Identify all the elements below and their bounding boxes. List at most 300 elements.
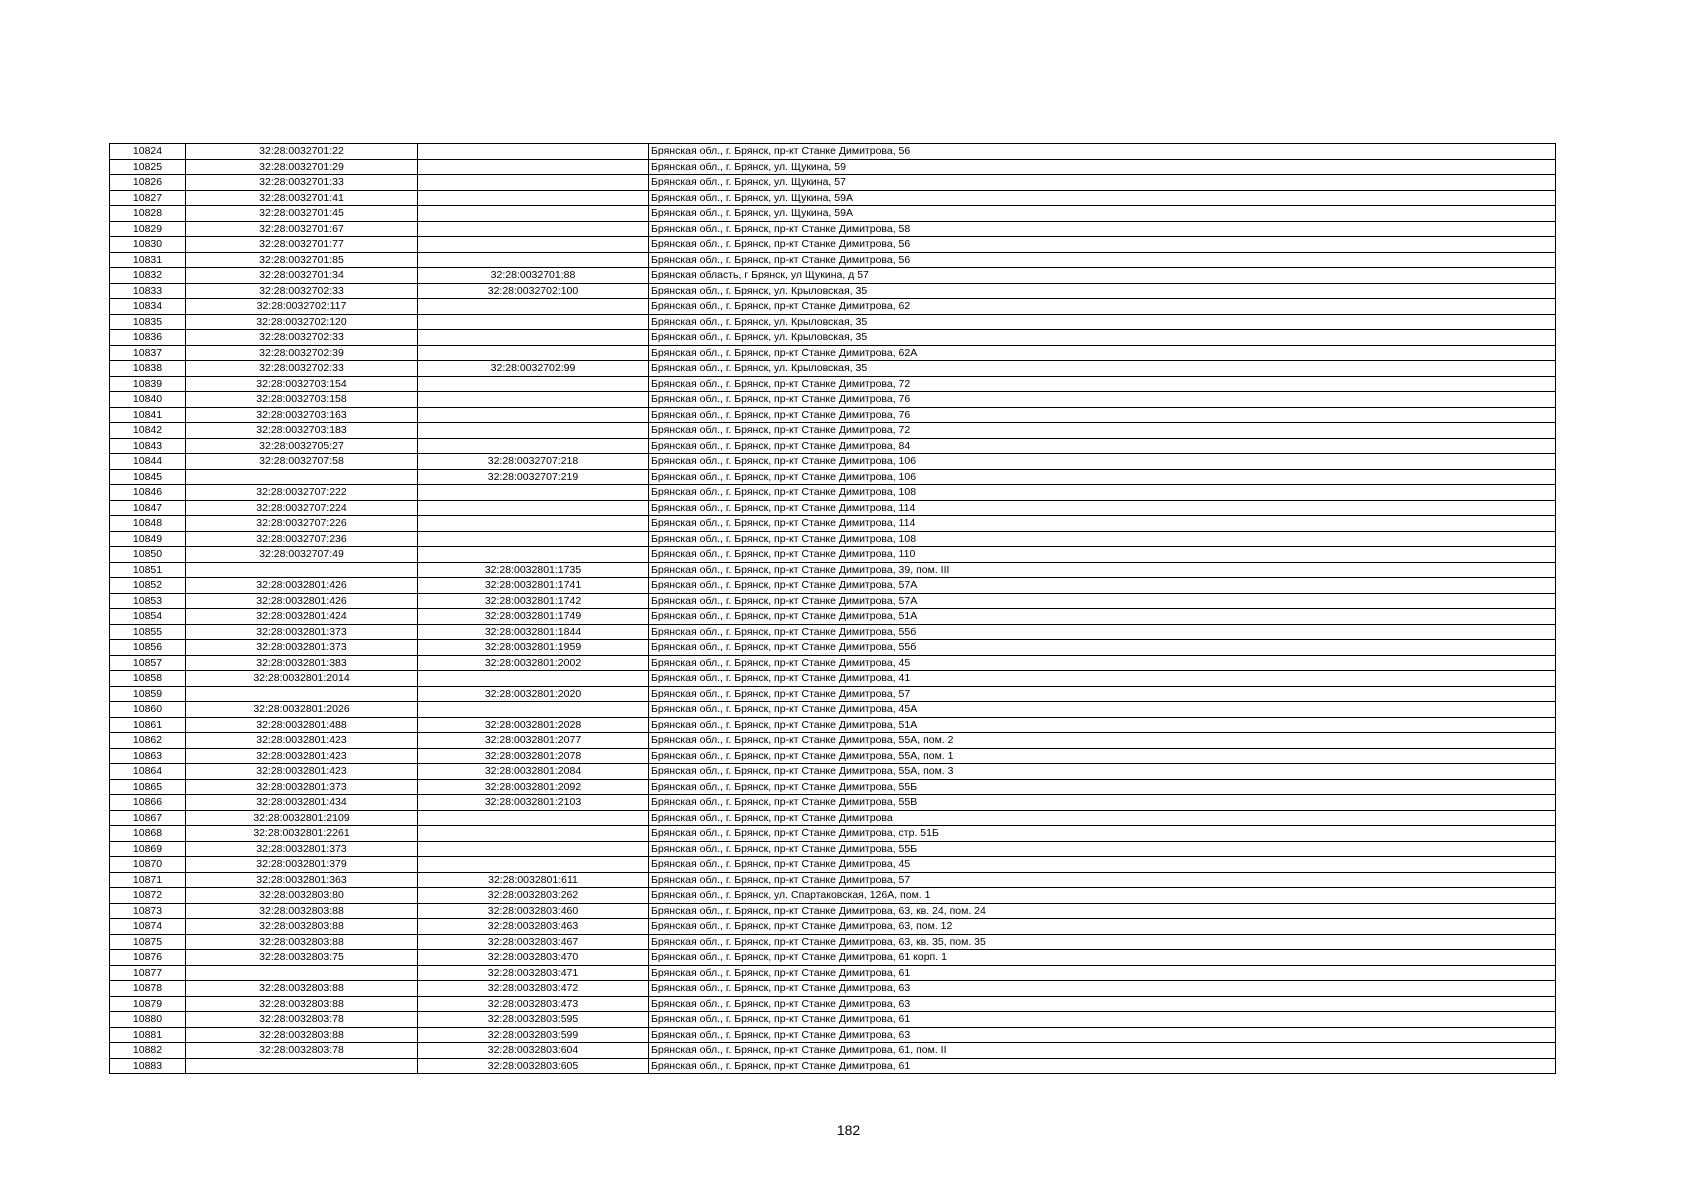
address-cell: Брянская обл., г. Брянск, пр-кт Станке Димитрова, 55б xyxy=(649,624,1556,640)
row-number-cell: 10878 xyxy=(110,981,186,997)
cadastral-number-cell: 32:28:0032803:78 xyxy=(186,1043,418,1059)
address-cell: Брянская обл., г. Брянск, пр-кт Станке Димитрова, 110 xyxy=(649,547,1556,563)
cadastral-number-cell: 32:28:0032703:158 xyxy=(186,392,418,408)
object-number-cell xyxy=(418,345,649,361)
row-number-cell: 10849 xyxy=(110,531,186,547)
cadastral-number-cell: 32:28:0032803:80 xyxy=(186,888,418,904)
object-number-cell: 32:28:0032803:472 xyxy=(418,981,649,997)
cadastral-number-cell: 32:28:0032702:117 xyxy=(186,299,418,315)
table-row xyxy=(110,702,1556,718)
cadastral-number-cell xyxy=(186,1058,418,1074)
address-cell: Брянская обл., г. Брянск, пр-кт Станке Димитрова, 61 корп. 1 xyxy=(649,950,1556,966)
address-cell: Брянская обл., г. Брянск, пр-кт Станке Димитрова, 55А, пом. 3 xyxy=(649,764,1556,780)
cadastral-number-cell: 32:28:0032701:41 xyxy=(186,190,418,206)
table-row xyxy=(110,562,1556,578)
table-row xyxy=(110,314,1556,330)
row-number-cell: 10881 xyxy=(110,1027,186,1043)
address-cell: Брянская обл., г. Брянск, пр-кт Станке Димитрова, 63, кв. 35, пом. 35 xyxy=(649,934,1556,950)
address-cell: Брянская обл., г. Брянск, пр-кт Станке Димитрова, 55А, пом. 2 xyxy=(649,733,1556,749)
table-row xyxy=(110,981,1556,997)
object-number-cell: 32:28:0032801:2103 xyxy=(418,795,649,811)
table-row xyxy=(110,919,1556,935)
cadastral-number-cell xyxy=(186,686,418,702)
cadastral-number-cell: 32:28:0032801:434 xyxy=(186,795,418,811)
row-number-cell: 10867 xyxy=(110,810,186,826)
object-number-cell: 32:28:0032803:604 xyxy=(418,1043,649,1059)
table-row xyxy=(110,717,1556,733)
address-cell: Брянская обл., г. Брянск, пр-кт Станке Димитрова, 41 xyxy=(649,671,1556,687)
object-number-cell xyxy=(418,407,649,423)
cadastral-number-cell: 32:28:0032701:67 xyxy=(186,221,418,237)
cadastral-number-cell: 32:28:0032801:2261 xyxy=(186,826,418,842)
address-cell: Брянская обл., г. Брянск, пр-кт Станке Димитрова, 56 xyxy=(649,252,1556,268)
cadastral-number-cell: 32:28:0032801:424 xyxy=(186,609,418,625)
object-number-cell: 32:28:0032707:219 xyxy=(418,469,649,485)
row-number-cell: 10859 xyxy=(110,686,186,702)
row-number-cell: 10838 xyxy=(110,361,186,377)
address-cell: Брянская обл., г. Брянск, ул. Щукина, 59А xyxy=(649,190,1556,206)
table-row xyxy=(110,965,1556,981)
cadastral-number-cell: 32:28:0032703:163 xyxy=(186,407,418,423)
table-row xyxy=(110,671,1556,687)
cadastral-number-cell: 32:28:0032701:77 xyxy=(186,237,418,253)
address-cell: Брянская обл., г. Брянск, пр-кт Станке Димитрова, 62 xyxy=(649,299,1556,315)
table-row xyxy=(110,593,1556,609)
cadastral-number-cell: 32:28:0032707:58 xyxy=(186,454,418,470)
object-number-cell: 32:28:0032803:460 xyxy=(418,903,649,919)
object-number-cell: 32:28:0032803:473 xyxy=(418,996,649,1012)
table-row xyxy=(110,609,1556,625)
table-row xyxy=(110,640,1556,656)
row-number-cell: 10851 xyxy=(110,562,186,578)
row-number-cell: 10874 xyxy=(110,919,186,935)
row-number-cell: 10840 xyxy=(110,392,186,408)
table-row xyxy=(110,547,1556,563)
address-cell: Брянская обл., г. Брянск, пр-кт Станке Димитрова, 61, пом. II xyxy=(649,1043,1556,1059)
object-number-cell xyxy=(418,826,649,842)
address-cell: Брянская обл., г. Брянск, пр-кт Станке Димитрова, 56 xyxy=(649,237,1556,253)
table-row xyxy=(110,159,1556,175)
cadastral-number-cell: 32:28:0032801:373 xyxy=(186,841,418,857)
object-number-cell xyxy=(418,175,649,191)
address-cell: Брянская обл., г. Брянск, ул. Щукина, 59А xyxy=(649,206,1556,222)
object-number-cell: 32:28:0032803:470 xyxy=(418,950,649,966)
address-cell: Брянская обл., г. Брянск, пр-кт Станке Димитрова, 63 xyxy=(649,1027,1556,1043)
row-number-cell: 10863 xyxy=(110,748,186,764)
object-number-cell: 32:28:0032803:595 xyxy=(418,1012,649,1028)
row-number-cell: 10837 xyxy=(110,345,186,361)
row-number-cell: 10829 xyxy=(110,221,186,237)
table-row xyxy=(110,500,1556,516)
object-number-cell: 32:28:0032801:611 xyxy=(418,872,649,888)
cadastral-number-cell: 32:28:0032801:423 xyxy=(186,748,418,764)
table-row xyxy=(110,578,1556,594)
table-row xyxy=(110,252,1556,268)
cadastral-number-cell: 32:28:0032801:2014 xyxy=(186,671,418,687)
cadastral-number-cell: 32:28:0032801:363 xyxy=(186,872,418,888)
cadastral-number-cell: 32:28:0032707:236 xyxy=(186,531,418,547)
address-cell: Брянская обл., г. Брянск, ул. Крыловская, 35 xyxy=(649,314,1556,330)
cadastral-number-cell: 32:28:0032803:88 xyxy=(186,903,418,919)
object-number-cell xyxy=(418,438,649,454)
object-number-cell xyxy=(418,190,649,206)
table-row xyxy=(110,190,1556,206)
row-number-cell: 10872 xyxy=(110,888,186,904)
row-number-cell: 10828 xyxy=(110,206,186,222)
row-number-cell: 10871 xyxy=(110,872,186,888)
address-cell: Брянская обл., г. Брянск, пр-кт Станке Димитрова, 63, пом. 12 xyxy=(649,919,1556,935)
row-number-cell: 10857 xyxy=(110,655,186,671)
cadastral-number-cell: 32:28:0032801:379 xyxy=(186,857,418,873)
address-cell: Брянская обл., г. Брянск, ул. Спартаковская, 126А, пом. 1 xyxy=(649,888,1556,904)
row-number-cell: 10877 xyxy=(110,965,186,981)
address-cell: Брянская обл., г. Брянск, пр-кт Станке Димитрова, 63 xyxy=(649,996,1556,1012)
table-row xyxy=(110,934,1556,950)
row-number-cell: 10861 xyxy=(110,717,186,733)
table-row xyxy=(110,655,1556,671)
object-number-cell: 32:28:0032803:471 xyxy=(418,965,649,981)
cadastral-number-cell: 32:28:0032707:49 xyxy=(186,547,418,563)
object-number-cell: 32:28:0032801:1741 xyxy=(418,578,649,594)
address-cell: Брянская обл., г. Брянск, пр-кт Станке Димитрова, 39, пом. III xyxy=(649,562,1556,578)
cadastral-number-cell: 32:28:0032701:45 xyxy=(186,206,418,222)
table-row xyxy=(110,299,1556,315)
object-number-cell: 32:28:0032803:599 xyxy=(418,1027,649,1043)
row-number-cell: 10836 xyxy=(110,330,186,346)
address-cell: Брянская обл., г. Брянск, пр-кт Станке Димитрова, 63 xyxy=(649,981,1556,997)
address-cell: Брянская обл., г. Брянск, пр-кт Станке Димитрова, 63, кв. 24, пом. 24 xyxy=(649,903,1556,919)
row-number-cell: 10854 xyxy=(110,609,186,625)
row-number-cell: 10827 xyxy=(110,190,186,206)
table-row xyxy=(110,733,1556,749)
table-row xyxy=(110,392,1556,408)
table-row xyxy=(110,810,1556,826)
cadastral-number-cell: 32:28:0032803:78 xyxy=(186,1012,418,1028)
table-row xyxy=(110,268,1556,284)
cadastral-number-cell xyxy=(186,469,418,485)
table-row xyxy=(110,423,1556,439)
cadastral-number-cell: 32:28:0032803:88 xyxy=(186,1027,418,1043)
address-cell: Брянская обл., г. Брянск, пр-кт Станке Димитрова, 108 xyxy=(649,531,1556,547)
table-row xyxy=(110,764,1556,780)
row-number-cell: 10844 xyxy=(110,454,186,470)
cadastral-number-cell xyxy=(186,562,418,578)
table-row xyxy=(110,1027,1556,1043)
address-cell: Брянская обл., г. Брянск, пр-кт Станке Димитрова, 55Б xyxy=(649,841,1556,857)
object-number-cell: 32:28:0032801:1959 xyxy=(418,640,649,656)
address-cell: Брянская обл., г. Брянск, пр-кт Станке Димитрова, 61 xyxy=(649,965,1556,981)
object-number-cell: 32:28:0032702:100 xyxy=(418,283,649,299)
row-number-cell: 10858 xyxy=(110,671,186,687)
table-row xyxy=(110,826,1556,842)
address-cell: Брянская обл., г. Брянск, пр-кт Станке Димитрова, 76 xyxy=(649,407,1556,423)
object-number-cell: 32:28:0032702:99 xyxy=(418,361,649,377)
cadastral-number-cell: 32:28:0032707:222 xyxy=(186,485,418,501)
table-row xyxy=(110,345,1556,361)
object-number-cell: 32:28:0032701:88 xyxy=(418,268,649,284)
address-cell: Брянская обл., г. Брянск, пр-кт Станке Димитрова, 57 xyxy=(649,872,1556,888)
address-cell: Брянская обл., г. Брянск, пр-кт Станке Димитрова, 55А, пом. 1 xyxy=(649,748,1556,764)
object-number-cell xyxy=(418,702,649,718)
address-cell: Брянская обл., г. Брянск, пр-кт Станке Димитрова, 45 xyxy=(649,857,1556,873)
row-number-cell: 10882 xyxy=(110,1043,186,1059)
table-row xyxy=(110,1012,1556,1028)
address-cell: Брянская обл., г. Брянск, пр-кт Станке Димитрова, 57А xyxy=(649,578,1556,594)
row-number-cell: 10876 xyxy=(110,950,186,966)
cadastral-number-cell: 32:28:0032803:88 xyxy=(186,919,418,935)
cadastral-number-cell: 32:28:0032803:88 xyxy=(186,996,418,1012)
object-number-cell xyxy=(418,144,649,160)
table-row xyxy=(110,1043,1556,1059)
address-cell: Брянская обл., г. Брянск, пр-кт Станке Димитрова, 45А xyxy=(649,702,1556,718)
object-number-cell: 32:28:0032707:218 xyxy=(418,454,649,470)
cadastral-number-cell: 32:28:0032702:120 xyxy=(186,314,418,330)
cadastral-number-cell: 32:28:0032801:373 xyxy=(186,624,418,640)
row-number-cell: 10879 xyxy=(110,996,186,1012)
cadastral-number-cell: 32:28:0032801:488 xyxy=(186,717,418,733)
cadastral-number-cell: 32:28:0032701:85 xyxy=(186,252,418,268)
object-number-cell: 32:28:0032801:2028 xyxy=(418,717,649,733)
row-number-cell: 10842 xyxy=(110,423,186,439)
row-number-cell: 10866 xyxy=(110,795,186,811)
row-number-cell: 10847 xyxy=(110,500,186,516)
object-number-cell xyxy=(418,314,649,330)
row-number-cell: 10862 xyxy=(110,733,186,749)
object-number-cell: 32:28:0032801:1735 xyxy=(418,562,649,578)
row-number-cell: 10883 xyxy=(110,1058,186,1074)
address-cell: Брянская обл., г. Брянск, ул. Крыловская, 35 xyxy=(649,283,1556,299)
object-number-cell xyxy=(418,531,649,547)
cadastral-number-cell: 32:28:0032801:373 xyxy=(186,640,418,656)
table-row xyxy=(110,454,1556,470)
object-number-cell xyxy=(418,299,649,315)
object-number-cell: 32:28:0032801:2077 xyxy=(418,733,649,749)
object-number-cell xyxy=(418,671,649,687)
object-number-cell xyxy=(418,547,649,563)
object-number-cell: 32:28:0032801:1749 xyxy=(418,609,649,625)
object-number-cell xyxy=(418,376,649,392)
cadastral-number-cell: 32:28:0032707:226 xyxy=(186,516,418,532)
cadastral-number-cell: 32:28:0032801:373 xyxy=(186,779,418,795)
row-number-cell: 10875 xyxy=(110,934,186,950)
table-row xyxy=(110,1058,1556,1074)
table-row xyxy=(110,144,1556,160)
row-number-cell: 10824 xyxy=(110,144,186,160)
table-body xyxy=(110,144,1556,1074)
cadastral-number-cell: 32:28:0032801:2026 xyxy=(186,702,418,718)
cadastral-number-cell: 32:28:0032701:29 xyxy=(186,159,418,175)
row-number-cell: 10831 xyxy=(110,252,186,268)
row-number-cell: 10850 xyxy=(110,547,186,563)
cadastral-number-cell: 32:28:0032801:426 xyxy=(186,578,418,594)
cadastral-number-cell: 32:28:0032703:183 xyxy=(186,423,418,439)
table-row xyxy=(110,516,1556,532)
cadastral-number-cell: 32:28:0032701:22 xyxy=(186,144,418,160)
cadastral-number-cell: 32:28:0032801:423 xyxy=(186,733,418,749)
address-cell: Брянская обл., г. Брянск, пр-кт Станке Димитрова, 57А xyxy=(649,593,1556,609)
table-row xyxy=(110,407,1556,423)
address-cell: Брянская обл., г. Брянск, пр-кт Станке Димитрова, 57 xyxy=(649,686,1556,702)
row-number-cell: 10835 xyxy=(110,314,186,330)
row-number-cell: 10856 xyxy=(110,640,186,656)
row-number-cell: 10830 xyxy=(110,237,186,253)
table-row xyxy=(110,376,1556,392)
object-number-cell xyxy=(418,221,649,237)
object-number-cell xyxy=(418,392,649,408)
table-row xyxy=(110,624,1556,640)
object-number-cell: 32:28:0032803:463 xyxy=(418,919,649,935)
address-cell: Брянская обл., г. Брянск, пр-кт Станке Димитрова, 114 xyxy=(649,516,1556,532)
table-row xyxy=(110,330,1556,346)
table-row xyxy=(110,872,1556,888)
cadastral-number-cell: 32:28:0032801:383 xyxy=(186,655,418,671)
cadastral-number-cell xyxy=(186,965,418,981)
table-row xyxy=(110,361,1556,377)
cadastral-number-cell: 32:28:0032702:33 xyxy=(186,330,418,346)
row-number-cell: 10873 xyxy=(110,903,186,919)
address-cell: Брянская обл., г. Брянск, пр-кт Станке Димитрова xyxy=(649,810,1556,826)
cadastral-number-cell: 32:28:0032705:27 xyxy=(186,438,418,454)
object-number-cell: 32:28:0032801:2020 xyxy=(418,686,649,702)
address-cell: Брянская обл., г. Брянск, пр-кт Станке Димитрова, 58 xyxy=(649,221,1556,237)
object-number-cell: 32:28:0032803:467 xyxy=(418,934,649,950)
cadastral-number-cell: 32:28:0032701:34 xyxy=(186,268,418,284)
row-number-cell: 10826 xyxy=(110,175,186,191)
row-number-cell: 10846 xyxy=(110,485,186,501)
address-cell: Брянская обл., г. Брянск, пр-кт Станке Димитрова, 51А xyxy=(649,717,1556,733)
address-cell: Брянская обл., г. Брянск, пр-кт Станке Димитрова, 114 xyxy=(649,500,1556,516)
table-row xyxy=(110,485,1556,501)
row-number-cell: 10834 xyxy=(110,299,186,315)
address-cell: Брянская обл., г. Брянск, пр-кт Станке Димитрова, 108 xyxy=(649,485,1556,501)
row-number-cell: 10855 xyxy=(110,624,186,640)
table-row xyxy=(110,996,1556,1012)
cadastral-table xyxy=(109,143,1556,1074)
address-cell: Брянская обл., г. Брянск, пр-кт Станке Димитрова, 55б xyxy=(649,640,1556,656)
object-number-cell: 32:28:0032801:2084 xyxy=(418,764,649,780)
table-row xyxy=(110,206,1556,222)
object-number-cell xyxy=(418,810,649,826)
object-number-cell xyxy=(418,237,649,253)
address-cell: Брянская обл., г. Брянск, пр-кт Станке Димитрова, 62А xyxy=(649,345,1556,361)
table-row xyxy=(110,531,1556,547)
address-cell: Брянская обл., г. Брянск, пр-кт Станке Димитрова, 106 xyxy=(649,469,1556,485)
address-cell: Брянская обл., г. Брянск, пр-кт Станке Димитрова, 61 xyxy=(649,1058,1556,1074)
cadastral-number-cell: 32:28:0032702:33 xyxy=(186,361,418,377)
page-number: 182 xyxy=(836,1122,861,1138)
table-row xyxy=(110,469,1556,485)
address-cell: Брянская обл., г. Брянск, пр-кт Станке Димитрова, 84 xyxy=(649,438,1556,454)
row-number-cell: 10833 xyxy=(110,283,186,299)
address-cell: Брянская обл., г. Брянск, пр-кт Станке Димитрова, 72 xyxy=(649,376,1556,392)
cadastral-number-cell: 32:28:0032801:426 xyxy=(186,593,418,609)
cadastral-number-cell: 32:28:0032702:39 xyxy=(186,345,418,361)
object-number-cell: 32:28:0032803:262 xyxy=(418,888,649,904)
cadastral-number-cell: 32:28:0032701:33 xyxy=(186,175,418,191)
address-cell: Брянская обл., г. Брянск, ул. Щукина, 59 xyxy=(649,159,1556,175)
object-number-cell xyxy=(418,206,649,222)
object-number-cell xyxy=(418,841,649,857)
address-cell: Брянская обл., г. Брянск, ул. Щукина, 57 xyxy=(649,175,1556,191)
cadastral-number-cell: 32:28:0032803:75 xyxy=(186,950,418,966)
address-cell: Брянская обл., г. Брянск, пр-кт Станке Димитрова, 106 xyxy=(649,454,1556,470)
table-row xyxy=(110,950,1556,966)
object-number-cell xyxy=(418,516,649,532)
table-row xyxy=(110,795,1556,811)
cadastral-number-cell: 32:28:0032707:224 xyxy=(186,500,418,516)
table-row xyxy=(110,283,1556,299)
table-row xyxy=(110,438,1556,454)
address-cell: Брянская обл., г. Брянск, пр-кт Станке Димитрова, 61 xyxy=(649,1012,1556,1028)
object-number-cell xyxy=(418,423,649,439)
table-row xyxy=(110,841,1556,857)
table-row xyxy=(110,748,1556,764)
object-number-cell: 32:28:0032801:2002 xyxy=(418,655,649,671)
address-cell: Брянская обл., г. Брянск, пр-кт Станке Димитрова, 76 xyxy=(649,392,1556,408)
address-cell: Брянская обл., г. Брянск, ул. Крыловская, 35 xyxy=(649,330,1556,346)
row-number-cell: 10869 xyxy=(110,841,186,857)
table-row xyxy=(110,175,1556,191)
table-row xyxy=(110,857,1556,873)
object-number-cell: 32:28:0032801:2092 xyxy=(418,779,649,795)
object-number-cell xyxy=(418,485,649,501)
cadastral-number-cell: 32:28:0032702:33 xyxy=(186,283,418,299)
row-number-cell: 10868 xyxy=(110,826,186,842)
object-number-cell: 32:28:0032801:1742 xyxy=(418,593,649,609)
table-row xyxy=(110,221,1556,237)
address-cell: Брянская обл., г. Брянск, пр-кт Станке Димитрова, 72 xyxy=(649,423,1556,439)
row-number-cell: 10865 xyxy=(110,779,186,795)
object-number-cell: 32:28:0032801:2078 xyxy=(418,748,649,764)
object-number-cell xyxy=(418,857,649,873)
address-cell: Брянская обл., г. Брянск, пр-кт Станке Димитрова, 55Б xyxy=(649,779,1556,795)
row-number-cell: 10845 xyxy=(110,469,186,485)
row-number-cell: 10839 xyxy=(110,376,186,392)
object-number-cell: 32:28:0032801:1844 xyxy=(418,624,649,640)
cadastral-number-cell: 32:28:0032801:2109 xyxy=(186,810,418,826)
table-row xyxy=(110,237,1556,253)
row-number-cell: 10848 xyxy=(110,516,186,532)
row-number-cell: 10843 xyxy=(110,438,186,454)
row-number-cell: 10832 xyxy=(110,268,186,284)
address-cell: Брянская область, г Брянск, ул Щукина, д 57 xyxy=(649,268,1556,284)
cadastral-number-cell: 32:28:0032801:423 xyxy=(186,764,418,780)
row-number-cell: 10860 xyxy=(110,702,186,718)
object-number-cell xyxy=(418,159,649,175)
row-number-cell: 10841 xyxy=(110,407,186,423)
row-number-cell: 10825 xyxy=(110,159,186,175)
address-cell: Брянская обл., г. Брянск, пр-кт Станке Димитрова, 55В xyxy=(649,795,1556,811)
row-number-cell: 10853 xyxy=(110,593,186,609)
table-row xyxy=(110,903,1556,919)
cadastral-number-cell: 32:28:0032803:88 xyxy=(186,981,418,997)
row-number-cell: 10880 xyxy=(110,1012,186,1028)
table-row xyxy=(110,779,1556,795)
object-number-cell xyxy=(418,252,649,268)
address-cell: Брянская обл., г. Брянск, пр-кт Станке Димитрова, стр. 51Б xyxy=(649,826,1556,842)
row-number-cell: 10870 xyxy=(110,857,186,873)
table-row xyxy=(110,888,1556,904)
address-cell: Брянская обл., г. Брянск, пр-кт Станке Димитрова, 45 xyxy=(649,655,1556,671)
cadastral-number-cell: 32:28:0032703:154 xyxy=(186,376,418,392)
address-cell: Брянская обл., г. Брянск, пр-кт Станке Димитрова, 56 xyxy=(649,144,1556,160)
row-number-cell: 10864 xyxy=(110,764,186,780)
address-cell: Брянская обл., г. Брянск, ул. Крыловская, 35 xyxy=(649,361,1556,377)
cadastral-number-cell: 32:28:0032803:88 xyxy=(186,934,418,950)
object-number-cell xyxy=(418,500,649,516)
row-number-cell: 10852 xyxy=(110,578,186,594)
object-number-cell: 32:28:0032803:605 xyxy=(418,1058,649,1074)
